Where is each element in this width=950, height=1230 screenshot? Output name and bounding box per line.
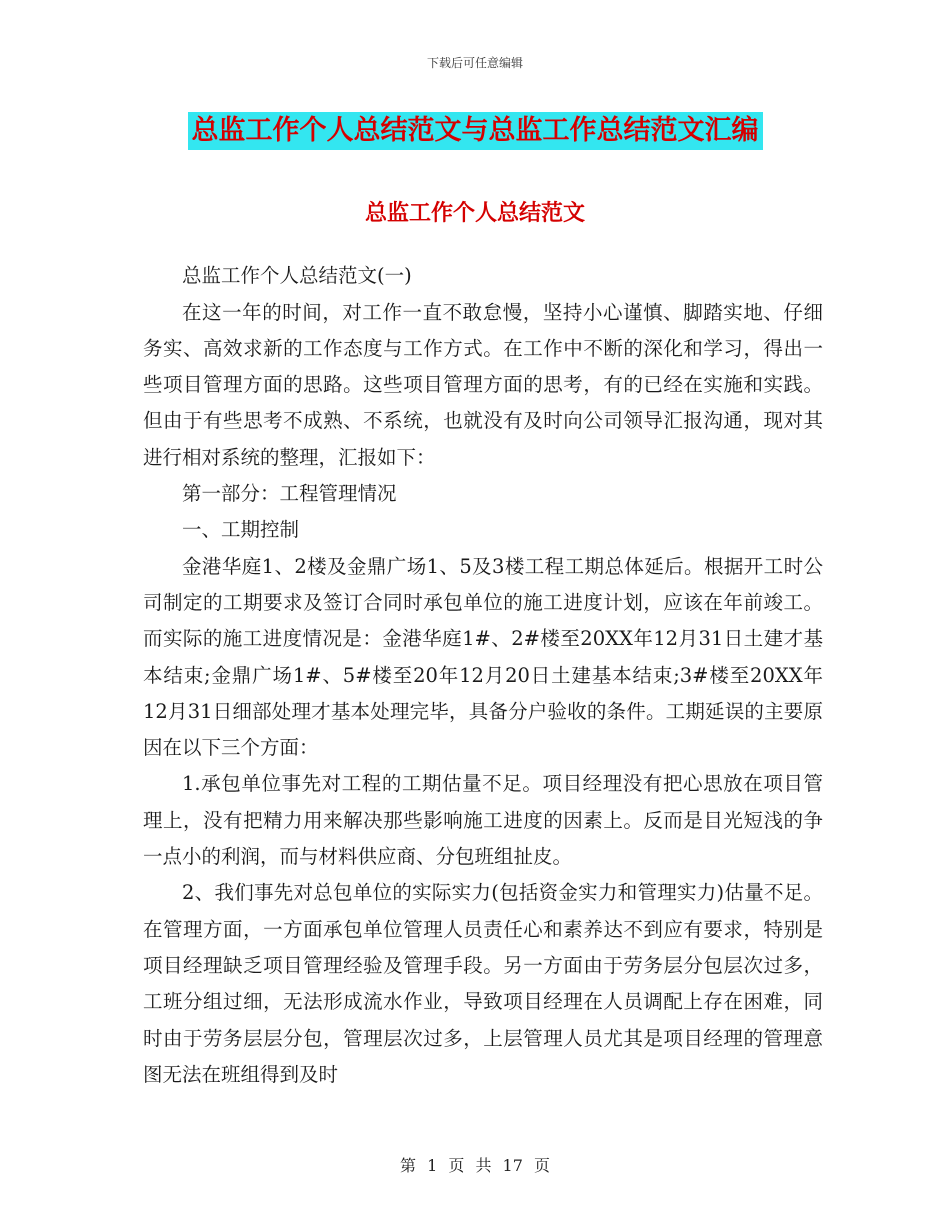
page-number: 第 1 页 共 17 页 <box>400 1156 550 1175</box>
paragraph-heading-1: 总监工作个人总结范文(一) <box>182 264 412 288</box>
paragraph-schedule-control: 一、工期控制 <box>182 518 300 542</box>
paragraph-schedule-details: 金港华庭1、2楼及金鼎广场1、5及3楼工程工期总体延后。根据开工时公司制定的工期要求及签订合同时承包单位的施工进度计划，应该在年前竣工。而实际的施工进度情况是：金港华庭1#、2#楼至20XX年12月31日土建才基本结束;金鼎广场1#、5#楼至20年12月20日土建基本结束;3#楼至20XX年12月31日细部处理才基本处理完毕，具备分户验收的条件。工期延误的主要原因在以下三个方面： <box>143 554 823 760</box>
section-title: 总监工作个人总结范文 <box>364 201 585 226</box>
paragraph-reason-2: 2、我们事先对总包单位的实际实力(包括资金实力和管理实力)估量不足。在管理方面，一方面承包单位管理人员责任心和素养达不到应有要求，特别是项目经理缺乏项目管理经验及管理手段。另一方面由于劳务层分包层次过多，工班分组过细，无法形成流水作业，导致项目经理在人员调配上存在困难，同时由于劳务层层分包，管理层次过多，上层管理人员尤其是项目经理的管理意图无法在班组得到及时 <box>143 881 823 1086</box>
paragraph-part-one: 第一部分：工程管理情况 <box>182 482 397 506</box>
main-title-container <box>0 112 950 150</box>
document-body <box>143 222 823 1093</box>
paragraph-reason-1: 1.承包单位事先对工程的工期估量不足。项目经理没有把心思放在项目管理上，没有把精力用来解决那些影响施工进度的因素上。反而是目光短浅的争一点小的利润，而与材料供应商、分包班组扯皮。 <box>143 772 823 869</box>
main-title: 总监工作个人总结范文与总监工作总结范文汇编 <box>188 112 763 150</box>
paragraph-spacer <box>143 222 823 258</box>
page-header-note: 下载后可任意编辑 <box>426 56 523 70</box>
paragraph-intro: 在这一年的时间，对工作一直不敢怠慢，坚持小心谨慎、脚踏实地、仔细务实、高效求新的工作态度与工作方式。在工作中不断的深化和学习，得出一些项目管理方面的思路。这些项目管理方面的思考，有的已经在实施和实践。但由于有些思考不成熟、不系统，也就没有及时向公司领导汇报沟通，现对其进行相对系统的整理，汇报如下： <box>143 300 823 469</box>
